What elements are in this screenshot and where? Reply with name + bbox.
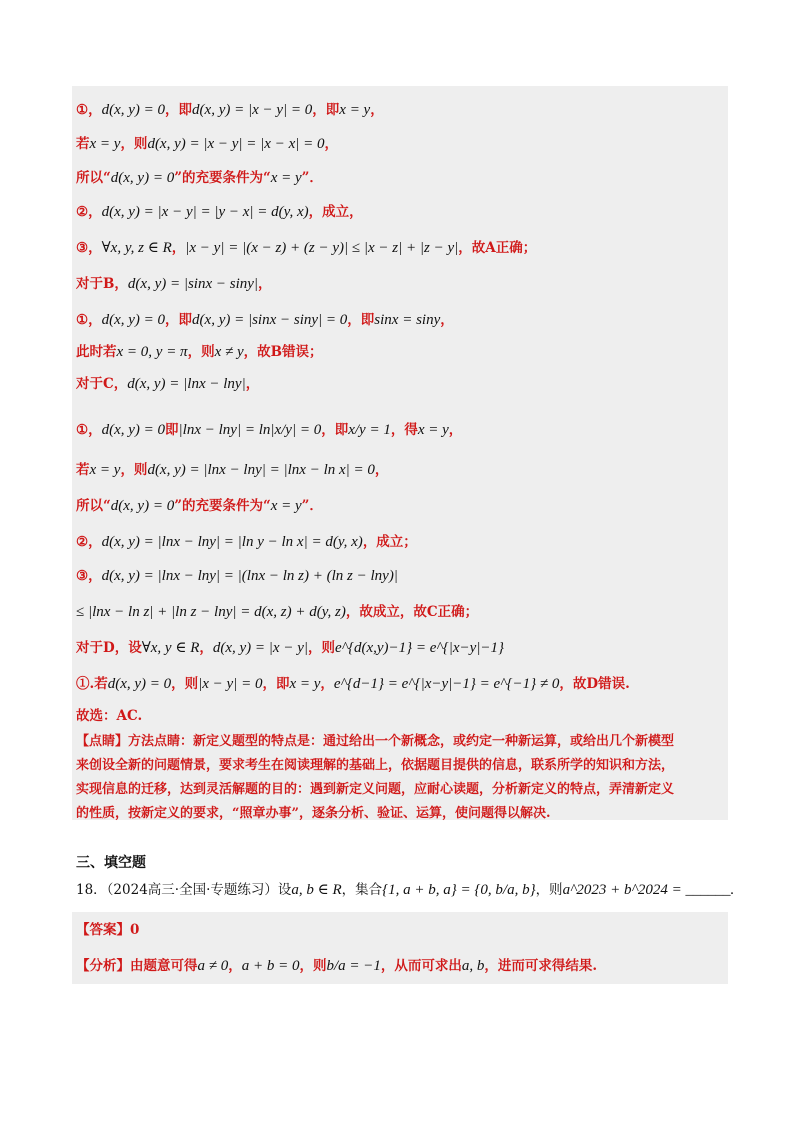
answer-value: 0: [130, 922, 140, 938]
section-title: 三、填空题: [76, 855, 146, 871]
solution-line-13: ②，d(x, y) = |lnx − lny| = |ln y − ln x| = d(y, x)，成立；: [76, 534, 417, 550]
solution-line-7: ①，d(x, y) = 0，即d(x, y) = |sinx − siny| = 0，即sinx = siny，: [76, 312, 454, 328]
tip-line-4: 的性质，按新定义的要求，“照章办事”，逐条分析、验证、运算，使问题得以解决.: [76, 806, 551, 821]
solution-line-3: 所以“d(x, y) = 0”的充要条件为“x = y”．: [76, 170, 323, 186]
question-18: 18．（2024高三·全国·专题练习）设a, b ∈ R，集合{1, a + b, a} = {0, b/a, b}，则a^2023 + b^2024 = ______.: [76, 882, 735, 898]
solution-line-10: ①，d(x, y) = 0即|lnx − lny| = ln|x/y| = 0，即x/y = 1，得x = y，: [76, 422, 463, 438]
solution-line-16: 对于D，设∀x, y ∈ R，d(x, y) = |x − y|，则e^{d(x,y)−1} = e^{|x−y|−1}: [76, 640, 505, 656]
solution-line-6: 对于B，d(x, y) = |sinx − siny|，: [76, 276, 272, 292]
solution-line-17: ①.若d(x, y) = 0，则|x − y| = 0，即x = y，e^{d−1} = e^{|x−y|−1} = e^{−1} ≠ 0，故D错误.: [76, 676, 630, 692]
solution-line-8: 此时若x = 0, y = π，则x ≠ y，故B错误；: [76, 344, 323, 360]
solution-line-4: ②，d(x, y) = |x − y| = |y − x| = d(y, x)，成立，: [76, 204, 363, 220]
solution-line-15: ≤ |lnx − ln z| + |ln z − lny| = d(x, z) + d(y, z)，故成立，故C正确；: [76, 604, 479, 620]
tip-line-1: 【点睛】方法点睛：新定义题型的特点是：通过给出一个新概念，或约定一种新运算，或给出几个新模型: [76, 734, 675, 749]
analysis-line: 【分析】由题意可得a ≠ 0，a + b = 0，则b/a = −1，从而可求出a, b，进而可求得结果.: [76, 958, 598, 974]
solution-line-14: ③，d(x, y) = |lnx − lny| = |(lnx − ln z) + (ln z − lny)|: [76, 568, 398, 584]
solution-line-9: 对于C，d(x, y) = |lnx − lny|，: [76, 376, 260, 392]
answer-label: 【答案】: [76, 922, 130, 938]
answer-line: [76, 920, 736, 940]
tip-line-3: 实现信息的迁移，达到灵活解题的目的：遇到新定义问题，应耐心读题，分析新定义的特点，弄清新定义: [76, 782, 675, 797]
solution-line-1: ①，d(x, y) = 0，即d(x, y) = |x − y| = 0，即x = y，: [76, 102, 384, 118]
solution-line-18: 故选：AC.: [76, 708, 143, 724]
solution-line-12: 所以“d(x, y) = 0”的充要条件为“x = y”．: [76, 498, 323, 514]
solution-line-11: 若x = y，则d(x, y) = |lnx − lny| = |lnx − ln x| = 0，: [76, 462, 389, 478]
solution-line-2: 若x = y，则d(x, y) = |x − y| = |x − x| = 0，: [76, 136, 338, 152]
solution-line-5: ③，∀x, y, z ∈ R，|x − y| = |(x − z) + (z − y)| ≤ |x − z| + |z − y|，故A正确；: [76, 240, 537, 256]
tip-line-2: 来创设全新的问题情景，要求考生在阅读理解的基础上，依据题目提供的信息，联系所学的知识和方法，: [76, 758, 675, 773]
